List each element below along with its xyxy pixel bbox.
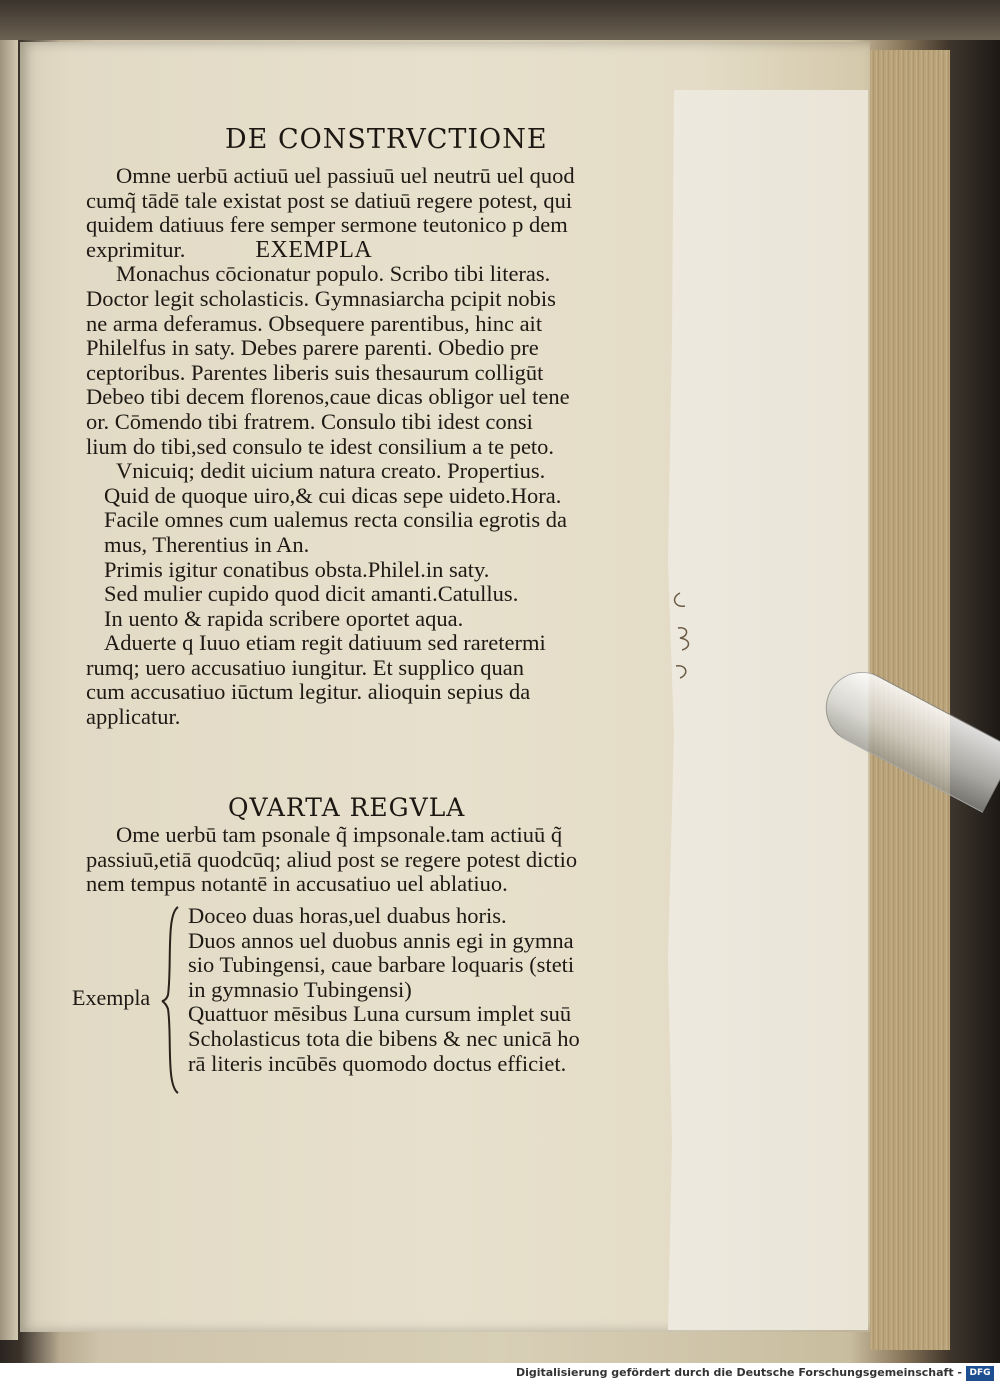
text-line: passiuū,etiā quodcūq; aliud post se regere potest dictio bbox=[86, 846, 578, 872]
text-line: Aduerte q Iuuo etiam regit datiuum sed raretermi bbox=[104, 630, 546, 656]
text-line: Vnicuiq; dedit uicium natura creato. Propertius. bbox=[116, 458, 546, 484]
text-line: Facile omnes cum ualemus recta consilia egrotis da bbox=[104, 507, 567, 533]
text-line: quidem datiuus fere semper sermone teutonico p dem bbox=[86, 212, 568, 238]
example-line: rā literis incūbēs quomodo doctus efficiet. bbox=[188, 1050, 567, 1076]
text-line: Ome uerbū tam psonale q̃ impsonale.tam actiuū q̃ bbox=[116, 822, 563, 847]
exempla-heading: EXEMPLA bbox=[255, 236, 373, 263]
dfg-logo: DFG bbox=[966, 1366, 994, 1381]
text-line: mus, Therentius in An. bbox=[104, 531, 310, 557]
footer-bar bbox=[0, 1363, 1000, 1385]
text-line-start: exprimitur. bbox=[86, 236, 186, 262]
example-line: sio Tubingensi, caue barbare loquaris (steti bbox=[188, 952, 575, 978]
text-line: In uento & rapida scribere oportet aqua. bbox=[104, 605, 464, 631]
example-line: Duos annos uel duobus annis egi in gymna bbox=[188, 927, 574, 953]
text-line: Sed mulier cupido quod dicit amanti.Catullus. bbox=[104, 581, 519, 607]
text-line: nem tempus notantē in accusatiuo uel ablatiuo. bbox=[86, 871, 508, 897]
handwritten-marginalia bbox=[640, 588, 700, 708]
rule-text bbox=[86, 822, 726, 896]
text-line: or. Cōmendo tibi fratrem. Consulo tibi idest consi bbox=[86, 408, 533, 434]
text-line bbox=[86, 238, 726, 263]
examples-label: Exempla bbox=[72, 985, 151, 1010]
text-line: cumq̃ tādē tale existat post se datiuū regere potest, qui bbox=[86, 187, 573, 213]
text-line: lium do tibi,sed consulo te idest consilium a te peto. bbox=[86, 433, 555, 459]
text-line: applicatur. bbox=[86, 704, 181, 730]
text-line: ne arma deferamus. Obsequere parentibus, hinc ait bbox=[86, 310, 543, 336]
text-line: Quid de quoque uiro,& cui dicas sepe uideto.Hora. bbox=[104, 482, 562, 508]
rule-heading: QVARTA REGVLA bbox=[228, 793, 466, 822]
example-line: in gymnasio Tubingensi) bbox=[188, 976, 412, 1002]
example-line: Doceo duas horas,uel duabus horis. bbox=[188, 903, 507, 928]
text-line: Debeo tibi decem florenos,caue dicas obligor uel tene bbox=[86, 384, 570, 410]
text-line: rumq; uero accusatiuo iungitur. Et supplico quan bbox=[86, 654, 525, 680]
text-line: cum accusatiuo iūctum legitur. alioquin sepius da bbox=[86, 679, 531, 705]
examples-list bbox=[170, 904, 690, 1076]
funding-credit: Digitalisierung gefördert durch die Deutsche Forschungsgemeinschaft - bbox=[515, 1366, 962, 1379]
text-line: Primis igitur conatibus obsta.Philel.in saty. bbox=[104, 556, 490, 582]
main-text bbox=[86, 164, 726, 730]
example-line: Quattuor mēsibus Luna cursum implet suū bbox=[188, 1001, 572, 1027]
example-line: Scholasticus tota die bibens & nec unicā ho bbox=[188, 1025, 580, 1051]
text-line: Monachus cōcionatur populo. Scribo tibi literas. bbox=[116, 261, 551, 287]
text-line: Doctor legit scholasticis. Gymnasiarcha pcipit nobis bbox=[86, 285, 556, 311]
left-page-edge bbox=[0, 40, 18, 1340]
text-line: ceptoribus. Parentes liberis suis thesaurum colligūt bbox=[86, 359, 544, 385]
page-heading: DE CONSTRVCTIONE bbox=[225, 124, 548, 155]
book-cover-right bbox=[950, 40, 1000, 1360]
text-line: Omne uerbū actiuū uel passiuū uel neutrū uel quod bbox=[116, 163, 575, 188]
book-cover-top bbox=[0, 0, 1000, 40]
text-line: Philelfus in saty. Debes parere parenti. Obedio pre bbox=[86, 335, 539, 361]
